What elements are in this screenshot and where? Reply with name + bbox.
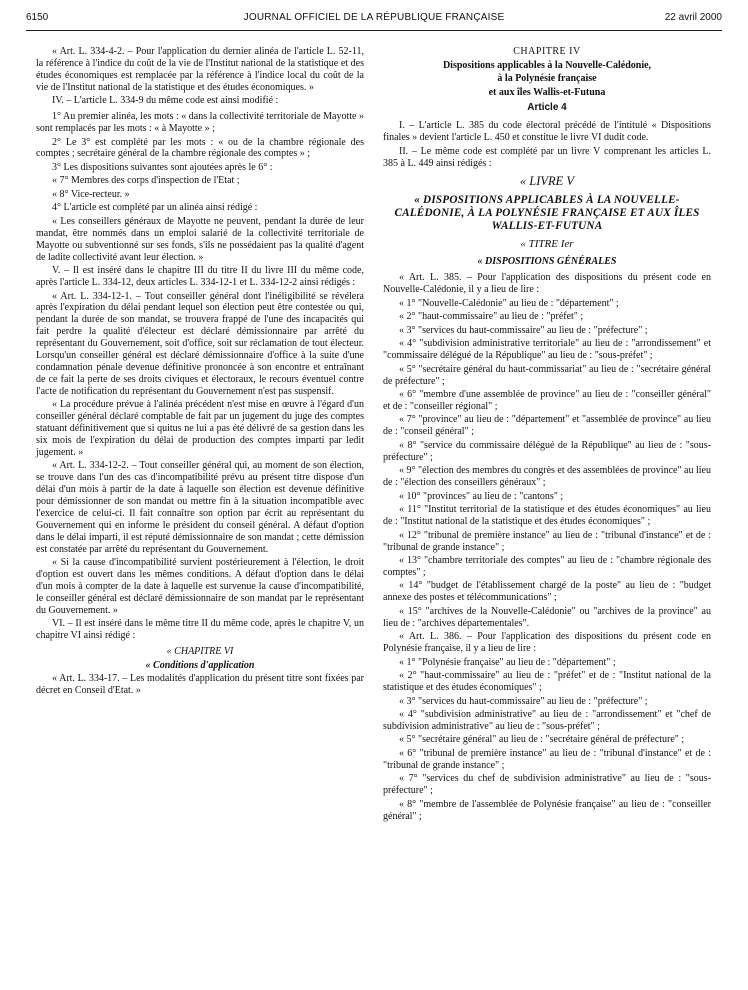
list-item: « 10° "provinces" au lieu de : "cantons" ;	[399, 490, 564, 502]
chapter-title-line: et aux îles Wallis-et-Futuna	[488, 86, 606, 98]
list-item: « 4° "subdivision administrative territoriale" au lieu de : "arrondissement" et "commissaire délégué de la République" au lieu de : "sous-préfet" ;	[383, 338, 711, 362]
livre-title: « DISPOSITIONS APPLICABLES À LA NOUVELLE-CALÉDONIE, À LA POLYNÉSIE FRANÇAISE ET AUX ÎLES WALLIS-ET-FUTUNA	[394, 193, 700, 232]
conditions-heading: « Conditions d'application	[145, 659, 255, 671]
article-heading: Article 4	[527, 102, 567, 114]
list-item: « 2° "haut-commissaire" au lieu de : "préfet" et de : "Institut national de la statistique et des études économiques" ;	[383, 670, 711, 694]
chapter-title-line: à la Polynésie française	[497, 73, 597, 84]
list-item: « 7° "province" au lieu de : "département" et "assemblée de province" au lieu de : "conseil général" ;	[383, 414, 711, 438]
article-l334-12-2: « Art. L. 334-12-2. – Tout conseiller général qui, au moment de son élection, se trouve dans l'un des cas d'incompatibilité prévu au présent titre dispose d'un délai d'un mois à partir de la date à laquelle son élection est devenue définitive pour démissionner de son mandat ou mettre fin à la situation incompatible avec l'exercice de celui-ci. Il fait connaître son option par écrit au représentant du Gouvernement qui en informe le président du conseil général. A défaut d'option dans le délai imparti, il est réputé démissionnaire de son mandat ; cette démission est constatée par arrêté du représentant du Gouvernement.	[36, 460, 364, 555]
page-number: 6150	[26, 12, 49, 23]
dispositions-heading: « DISPOSITIONS GÉNÉRALES	[477, 256, 617, 268]
list-item: « 4° "subdivision administrative" au lieu de : "arrondissement" et "chef de subdivision administrative" au lieu de : "sous-préfet" ;	[383, 709, 711, 732]
list-item: « 6° "membre d'une assemblée de province" au lieu de : "conseiller général" et de : "conseiller régional" ;	[383, 389, 711, 412]
publication-date: 22 avril 2000	[664, 12, 722, 23]
article-l334-17: « Art. L. 334-17. – Les modalités d'application du présent titre sont fixées par décret en Conseil d'Etat. »	[36, 673, 364, 697]
list-item: « Art. L. 386. – Pour l'application des dispositions du présent code en Polynésie française, il y a lieu de lire :	[383, 631, 711, 655]
paragraph: « 7° Membres des corps d'inspection de l'Etat ;	[52, 175, 240, 187]
right-paragraph-list	[383, 272, 711, 822]
left-column	[36, 46, 364, 699]
chapter-heading: CHAPITRE IV	[513, 46, 581, 57]
list-item: « 1° "Nouvelle-Calédonie" au lieu de : "département" ;	[399, 297, 619, 309]
paragraph: VI. – Il est inséré dans le même titre II du même code, après le chapitre V, un chapitre VI ainsi rédigé :	[36, 618, 364, 642]
journal-title: JOURNAL OFFICIEL DE LA RÉPUBLIQUE FRANÇAISE	[243, 12, 505, 23]
paragraph: « Les conseillers généraux de Mayotte ne peuvent, pendant la durée de leur mandat, être nommés dans un emploi salarié de la collectivité territoriale de Mayotte ou subventionné sur ses fonds, s'ils ne possédaient pas la qualité d'agent de ladite collectivité avant leur élection. »	[36, 215, 364, 263]
list-item: « 8° "membre de l'assemblée de Polynésie française" au lieu de : "conseiller général" ;	[383, 798, 711, 822]
list-item: « 14° "budget de l'établissement chargé de la poste" au lieu de : "budget annexe des postes et télécommunications" ;	[383, 580, 711, 604]
list-item: « 5° "secrétaire général" au lieu de : "secrétaire général de préfecture" ;	[399, 734, 685, 746]
article-l334-12-1: « Art. L. 334-12-1. – Tout conseiller général dont l'inéligibilité se révélera après l'expiration du délai pendant lequel son élection peut être contestée ou qui, pendant la durée de son mandat, se trouvera frappé de l'une des incapacités qui fait perdre la qualité d'électeur est déclaré démissionnaire par arrêté du représentant du Gouvernement, soit d'office, soit sur réclamation de tout électeur. Lorsqu'un conseiller général est déclaré démissionnaire d'office à la suite d'une condamnation pénale devenue définitive prononcée à son encontre et entraînant de ce fait la perte de ses droits civiques et électoraux, le recours éventuel contre l'acte de notification du représentant du Gouvernement n'est pas suspensif.	[36, 290, 364, 397]
list-item: « 6° "tribunal de première instance" au lieu de : "tribunal d'instance" et de : "tribunal de grande instance" ;	[383, 747, 711, 771]
list-item: « 9° "élection des membres du congrès et des assemblées de province" au lieu de : "élection des conseillers généraux" ;	[383, 465, 711, 489]
list-item: « 5° "secrétaire général du haut-commissariat" au lieu de : "secrétaire général de préfecture" ;	[383, 363, 711, 387]
titre-heading: « TITRE Ier	[520, 237, 574, 250]
list-item: « 13° "chambre territoriale des comptes" au lieu de : "chambre régionale des comptes" ;	[383, 555, 711, 578]
list-item: « Art. L. 385. – Pour l'application des dispositions du présent code en Nouvelle-Calédonie, il y a lieu de lire :	[383, 272, 711, 296]
list-item: « 1° "Polynésie française" au lieu de : "département" ;	[399, 656, 616, 668]
paragraph: V. – Il est inséré dans le chapitre III du titre II du livre III du même code, après l'article L. 334-12, deux articles L. 334-12-1 et L. 334-12-2 ainsi rédigés :	[36, 265, 364, 289]
paragraph: 2° Le 3° est complété par les mots : « ou de la chambre régionale des comptes ; secrétaire général de la chambre régionale des comptes » ;	[36, 136, 364, 160]
list-item: « 7° "services du chef de subdivision administrative" au lieu de : "sous-préfecture" ;	[383, 773, 711, 797]
chapter-vi-heading: « CHAPITRE VI	[166, 646, 234, 658]
list-item: « 15° "archives de la Nouvelle-Calédonie" ou "archives de la province" au lieu de : "archives départementales".	[383, 605, 711, 629]
list-item: « 8° "service du commissaire délégué de la République" au lieu de : "sous-préfecture" ;	[383, 439, 711, 463]
paragraph: « 8° Vice-recteur. »	[52, 188, 130, 200]
paragraph: 4° L'article est complété par un alinéa ainsi rédigé :	[52, 202, 258, 214]
paragraph: 3° Les dispositions suivantes sont ajoutées après le 6° :	[52, 161, 273, 173]
list-item: « 12° "tribunal de première instance" au lieu de : "tribunal d'instance" et de : "tribunal de grande instance" ;	[383, 529, 711, 553]
page-header	[26, 10, 722, 31]
paragraph: IV. – L'article L. 334-9 du même code est ainsi modifié :	[52, 95, 279, 107]
list-item: « 2° "haut-commissaire" au lieu de : "préfet" ;	[399, 311, 584, 323]
paragraph: « Si la cause d'incompatibilité survient postérieurement à l'élection, le droit d'option est ouvert dans les mêmes conditions. A défaut d'option dans le délai d'un mois à compter de la date à laquelle est survenue la cause d'incompatibilité, le conseiller général est déclaré démissionnaire de son mandat par le représentant du Gouvernement. »	[36, 557, 364, 616]
list-item: « 3° "services du haut-commissaire" au lieu de : "préfecture" ;	[399, 695, 648, 707]
paragraph: I. – L'article L. 385 du code électoral précédé de l'intitulé « Dispositions finales » devient l'article L. 450 et constitue le livre VI dudit code.	[383, 120, 711, 144]
list-item: « 3° "services du haut-commissaire" au lieu de : "préfecture" ;	[399, 324, 648, 336]
right-column	[383, 46, 711, 824]
article-l334-4-2: « Art. L. 334-4-2. – Pour l'application du dernier alinéa de l'article L. 52-11, la référence à l'indice du coût de la vie de l'Institut national de la statistique et des études économiques est remplacée par la référence à l'indice local du coût de la vie de l'Institut national de la statistique et des études économiques. »	[36, 46, 364, 93]
chapter-title-line: Dispositions applicables à la Nouvelle-Calédonie,	[442, 59, 652, 71]
paragraph: 1° Au premier alinéa, les mots : « dans la collectivité territoriale de Mayotte » sont remplacés par les mots : « à Mayotte » ;	[36, 111, 364, 135]
paragraph: II. – Le même code est complété par un livre V comprenant les articles L. 385 à L. 449 ainsi rédigés :	[383, 145, 711, 169]
list-item: « 11° "Institut territorial de la statistique et des études économiques" au lieu de : "Institut national de la statistique et des études économiques" ;	[383, 504, 711, 528]
paragraph: « La procédure prévue à l'alinéa précédent n'est mise en œuvre à l'égard d'un conseiller général déclaré comptable de fait par un jugement du juge des comptes statuant définitivement que si quitus ne lui a pas été délivré de sa gestion dans les six mois de l'expiration du délai de production des comptes imparti par ledit jugement. »	[36, 399, 364, 458]
livre-heading: « LIVRE V	[519, 173, 575, 188]
